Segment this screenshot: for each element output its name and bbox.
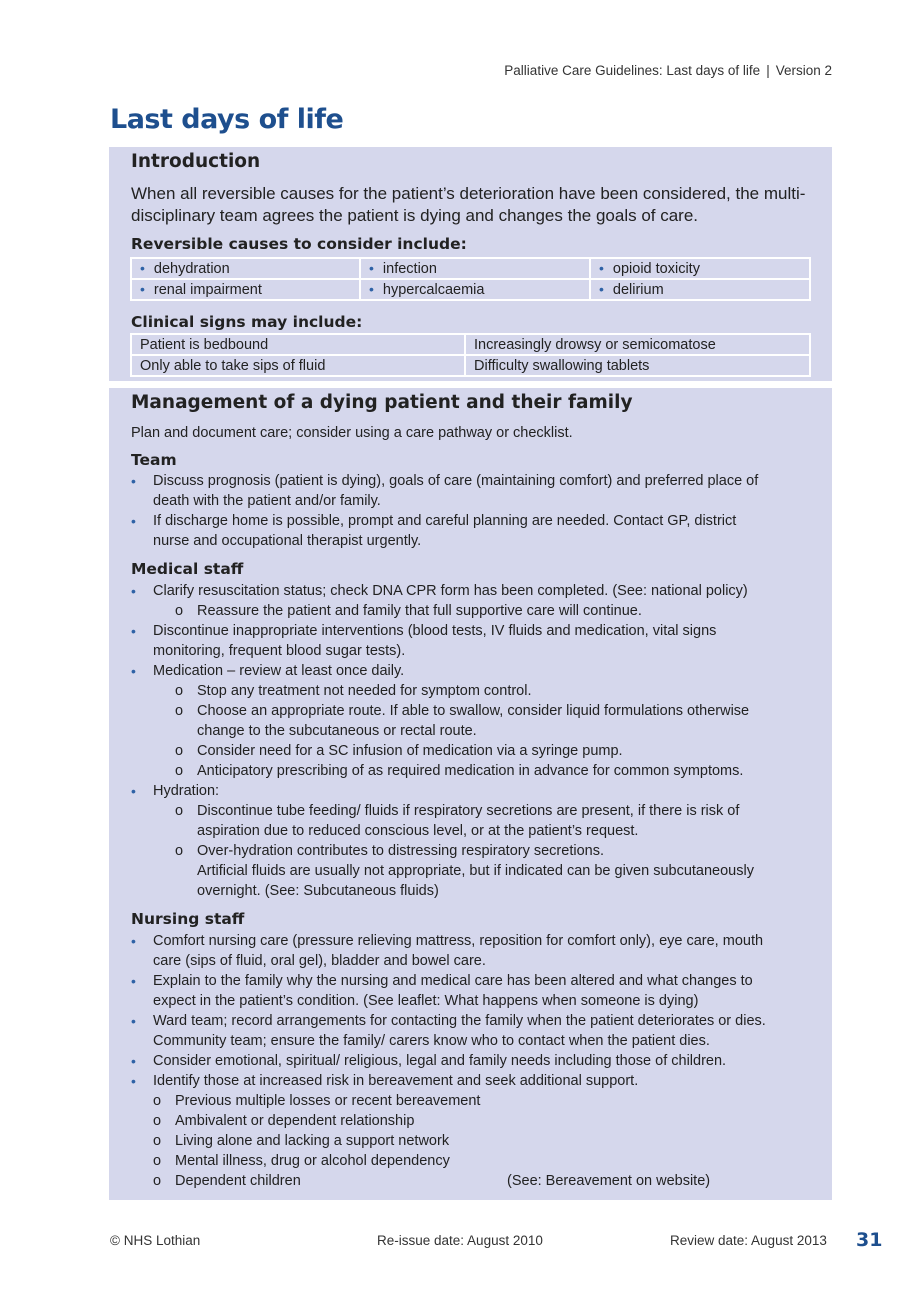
bullet-glyph: •: [131, 1013, 136, 1029]
page-number: 31: [856, 1229, 883, 1251]
nursing-staff-heading: Nursing staff: [131, 910, 245, 928]
sub-bullet-glyph: o: [175, 763, 184, 779]
bullet-glyph: •: [369, 281, 374, 297]
sub-list-item: Previous multiple losses or recent bereavement: [175, 1093, 481, 1109]
sub-list-item: Over-hydration contributes to distressing respiratory secretions. Artificial fluids are usually not appropriate, but if indicated can be given subcutaneously overnight. (See: Subcutaneous fluids): [197, 843, 754, 899]
table-cell: • hypercalcaemia: [360, 279, 590, 300]
sub-bullet-glyph: o: [175, 703, 184, 719]
sub-list-item: Discontinue tube feeding/ fluids if respiratory secretions are present, if there is risk of aspiration due to reduced conscious level, or at the patient’s request.: [197, 803, 740, 839]
list-item: Clarify resuscitation status; check DNA CPR form has been completed. (See: national policy): [153, 583, 748, 599]
management-heading: Management of a dying patient and their family: [131, 392, 633, 413]
sub-list-item: Living alone and lacking a support network: [175, 1133, 450, 1149]
sub-bullet-glyph: o: [175, 803, 184, 819]
bullet-glyph: •: [131, 1053, 136, 1069]
sub-list-item: Mental illness, drug or alcohol dependency: [175, 1153, 450, 1169]
table-cell: • opioid toxicity: [590, 258, 810, 279]
list-item: Comfort nursing care (pressure relieving mattress, reposition for comfort only), eye care, mouth care (sips of fluid, oral gel), bladder and bowel care.: [153, 933, 764, 969]
list-item: Medication – review at least once daily.: [153, 663, 405, 679]
table-cell: Difficulty swallowing tablets: [465, 355, 810, 376]
table-cell: Increasingly drowsy or semicomatose: [465, 334, 810, 355]
sub-bullet-glyph: o: [153, 1153, 162, 1169]
sub-list-item: Dependent children: [175, 1173, 301, 1189]
sub-list-item: Stop any treatment not needed for symptom control.: [197, 683, 532, 699]
team-heading: Team: [131, 451, 177, 469]
bullet-glyph: •: [131, 1073, 136, 1089]
introduction-panel: [109, 147, 832, 381]
bullet-glyph: •: [369, 260, 374, 276]
table-cell: Patient is bedbound: [131, 334, 465, 355]
reversible-causes-table: [130, 257, 811, 301]
bullet-glyph: •: [131, 973, 136, 989]
header-separator: |: [766, 63, 770, 78]
sub-bullet-glyph: o: [175, 603, 184, 619]
table-row: [131, 279, 810, 300]
sub-bullet-glyph: o: [175, 683, 184, 699]
sub-list-item: Ambivalent or dependent relationship: [175, 1113, 415, 1129]
management-intro: Plan and document care; consider using a care pathway or checklist.: [131, 425, 573, 441]
header-title: Palliative Care Guidelines: Last days of life: [504, 63, 761, 78]
bullet-glyph: •: [131, 663, 136, 679]
sub-bullet-glyph: o: [153, 1173, 162, 1189]
table-cell: • delirium: [590, 279, 810, 300]
footer-copyright: © NHS Lothian: [110, 1233, 201, 1248]
introduction-heading: Introduction: [131, 151, 261, 172]
list-item: Explain to the family why the nursing and medical care has been altered and what changes to expect in the patient’s condition. (See leaflet: What happens when someone is dying): [153, 973, 753, 1009]
list-item: If discharge home is possible, prompt and careful planning are needed. Contact GP, district nurse and occupational therapist urgently.: [153, 513, 737, 549]
bullet-glyph: •: [131, 933, 136, 949]
header-version: Version 2: [775, 63, 832, 78]
sub-bullet-glyph: o: [175, 743, 184, 759]
bullet-glyph: •: [131, 513, 136, 529]
sub-bullet-glyph: o: [153, 1093, 162, 1109]
list-item: Discuss prognosis (patient is dying), goals of care (maintaining comfort) and preferred place of death with the patient and/or family.: [153, 473, 759, 509]
page-title: Last days of life: [110, 104, 344, 135]
bullet-glyph: •: [131, 623, 136, 639]
table-cell: • renal impairment: [131, 279, 360, 300]
table-row: [131, 258, 810, 279]
list-item: Identify those at increased risk in bereavement and seek additional support.: [153, 1073, 639, 1089]
bullet-glyph: •: [140, 260, 145, 276]
footer-reissue-date: Re-issue date: August 2010: [377, 1233, 543, 1248]
clinical-signs-heading: Clinical signs may include:: [131, 313, 363, 331]
sub-list-item: Consider need for a SC infusion of medication via a syringe pump.: [197, 743, 623, 759]
clinical-signs-table: [130, 333, 811, 377]
bullet-glyph: •: [599, 281, 604, 297]
list-item: Discontinue inappropriate interventions (blood tests, IV fluids and medication, vital signs monitoring, frequent blood sugar tests).: [153, 623, 717, 659]
table-row: [131, 334, 810, 355]
sub-list-item: Choose an appropriate route. If able to swallow, consider liquid formulations otherwise change to the subcutaneous or rectal route.: [197, 703, 750, 739]
list-item: Ward team; record arrangements for contacting the family when the patient deteriorates or dies. Community team; ensure the family/ carers know who to contact when the patient dies.: [153, 1013, 766, 1049]
sub-bullet-glyph: o: [175, 843, 184, 859]
management-panel: [109, 388, 832, 1200]
running-header: [504, 63, 832, 78]
footer-review-date: Review date: August 2013: [670, 1233, 827, 1248]
introduction-text: When all reversible causes for the patient’s deterioration have been considered, the multi-disciplinary team agrees the patient is dying and changes the goals of care.: [131, 184, 806, 225]
bereavement-reference: (See: Bereavement on website): [507, 1173, 711, 1189]
table-cell: Only able to take sips of fluid: [131, 355, 465, 376]
sub-list-item: Anticipatory prescribing of as required medication in advance for common symptoms.: [197, 763, 744, 779]
sub-list-item: Reassure the patient and family that full supportive care will continue.: [197, 603, 642, 619]
table-cell: • infection: [360, 258, 590, 279]
bullet-glyph: •: [131, 473, 136, 489]
bullet-glyph: •: [131, 583, 136, 599]
medical-staff-heading: Medical staff: [131, 560, 244, 578]
table-row: [131, 355, 810, 376]
bullet-glyph: •: [131, 783, 136, 799]
sub-bullet-glyph: o: [153, 1113, 162, 1129]
list-item: Consider emotional, spiritual/ religious, legal and family needs including those of children.: [153, 1053, 727, 1069]
bullet-glyph: •: [140, 281, 145, 297]
bullet-glyph: •: [599, 260, 604, 276]
sub-bullet-glyph: o: [153, 1133, 162, 1149]
reversible-causes-heading: Reversible causes to consider include:: [131, 235, 467, 253]
table-cell: • dehydration: [131, 258, 360, 279]
list-item: Hydration:: [153, 783, 220, 799]
